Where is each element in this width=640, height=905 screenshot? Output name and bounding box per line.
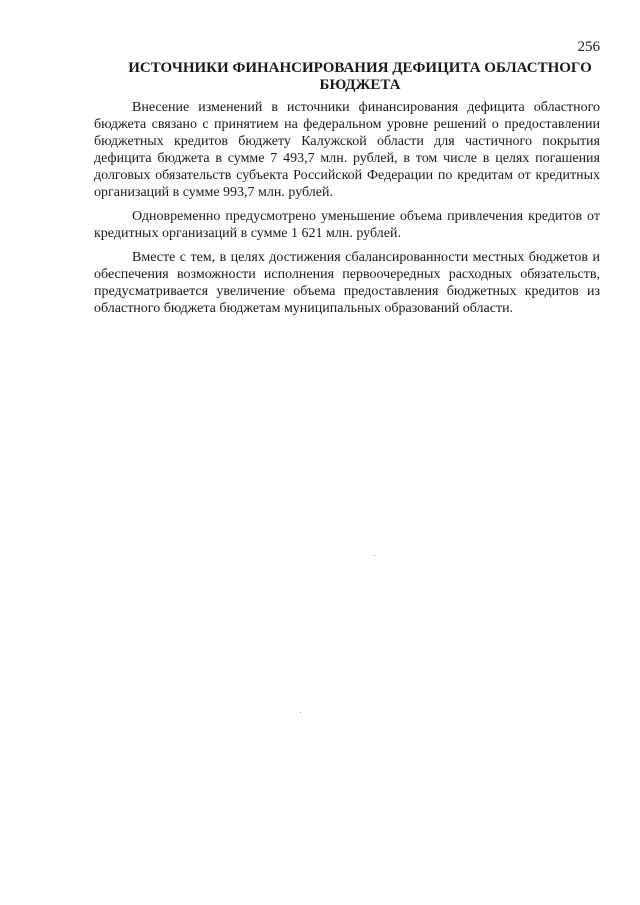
paragraph-sources-changes: Внесение изменений в источники финансирования дефицита областного бюджета связано с принятием на федеральном уровне решений о предоставлении бюджетных кредитов бюджету Калужской области для частичного покрытия дефицита бюджета в сумме 7 493,7 млн. рублей, в том числе в целях погашения долговых обязательств субъекта Российской Федерации по кредитам от кредитных организаций в сумме 993,7 млн. рублей. bbox=[94, 100, 600, 200]
paragraph-credit-reduction: Одновременно предусмотрено уменьшение объема привлечения кредитов от кредитных организаций в сумме 1 621 млн. рублей. bbox=[94, 209, 600, 241]
paragraph-municipal-balance: Вместе с тем, в целях достижения сбалансированности местных бюджетов и обеспечения возможности исполнения первоочередных расходных обязательств, предусматривается увеличение объема предоставления бюджетных кредитов из областного бюджета бюджетам муниципальных образований области. bbox=[94, 250, 600, 316]
scan-speck bbox=[300, 712, 301, 713]
title-line-1: ИСТОЧНИКИ ФИНАНСИРОВАНИЯ ДЕФИЦИТА ОБЛАСТНОГО bbox=[128, 60, 592, 76]
document-body bbox=[94, 99, 600, 324]
scan-speck bbox=[374, 555, 375, 556]
page-number: 256 bbox=[577, 39, 600, 55]
document-title bbox=[120, 60, 600, 94]
title-line-2: БЮДЖЕТА bbox=[319, 77, 401, 93]
